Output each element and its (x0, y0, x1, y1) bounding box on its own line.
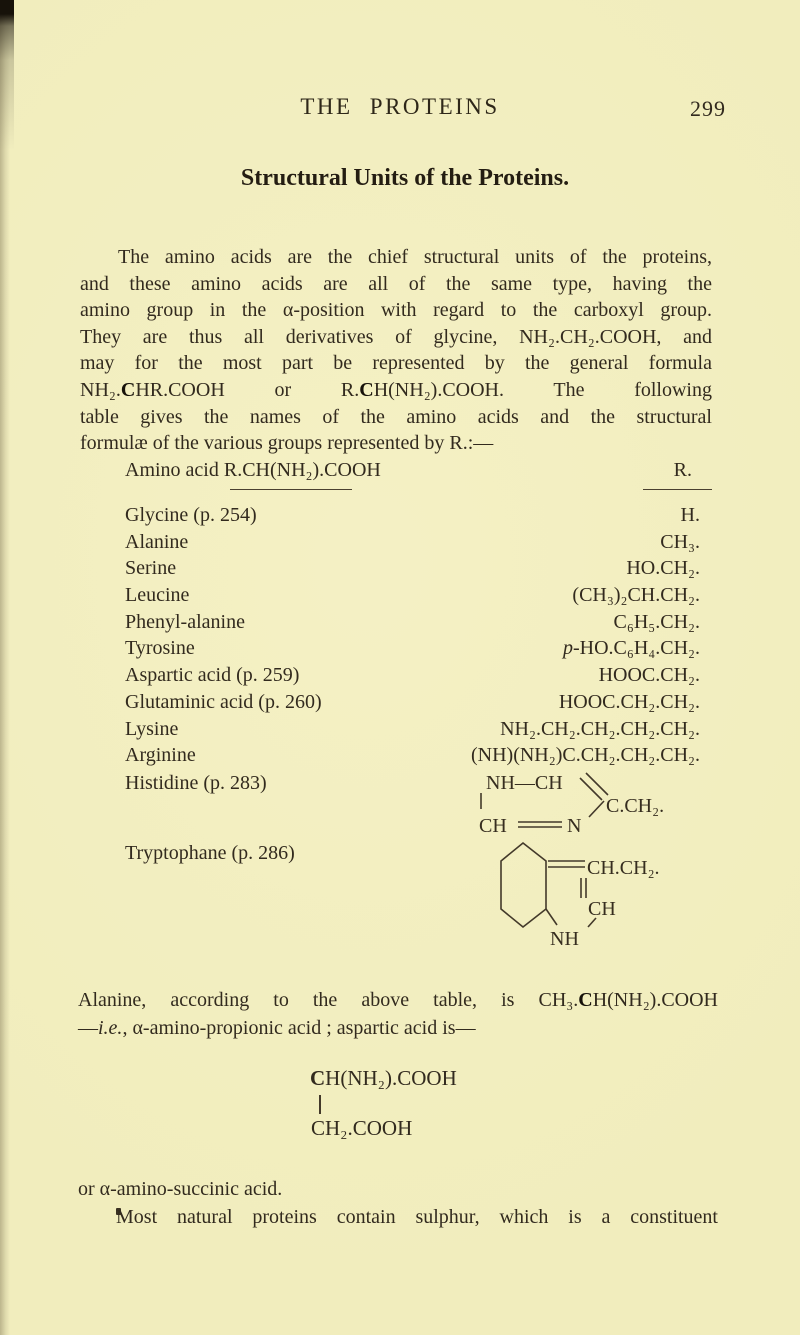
amino-acid-name-histidine: Histidine (p. 283) (125, 772, 267, 794)
bond-line (319, 1095, 321, 1114)
intro-line: The amino acids are the chief structural units of the proteins, (118, 246, 712, 268)
body-line: Alanine, according to the above table, is CH₃.CH(NH₂).COOH (78, 989, 718, 1011)
intro-line: formulæ of the various groups represented by R.:— (80, 432, 494, 455)
r-group-formula: HOOC.CH₂. (598, 664, 700, 687)
tryptophane-nh-label: NH (550, 928, 579, 950)
amino-acid-name: Leucine (125, 584, 190, 607)
bond-line (546, 909, 557, 925)
histidine-c-ch2-label: C.CH₂. (606, 795, 665, 817)
body-line: —i.e., α-amino-propionic acid ; aspartic acid is— (78, 1017, 476, 1039)
amino-acid-name: Serine (125, 557, 177, 580)
table-row (125, 689, 700, 716)
table-header-rule-left (230, 489, 352, 490)
intro-line: may for the most part be represented by the general formula (80, 352, 712, 375)
amino-acid-name: Glycine (p. 254) (125, 504, 257, 526)
amino-acid-name: Glutaminic acid (p. 260) (125, 690, 322, 713)
table-row (125, 716, 700, 743)
amino-acid-name: Aspartic acid (p. 259) (125, 664, 300, 687)
amino-acid-name-tryptophane: Tryptophane (p. 286) (125, 842, 295, 864)
histidine-nh-ch-label: NH—CH (486, 772, 563, 794)
table-header-row (125, 459, 700, 482)
running-header-title: THE PROTEINS (300, 94, 500, 119)
body-line: Most natural proteins contain sulphur, which is a constituent (116, 1206, 718, 1228)
r-group-formula: HO.CH₂. (626, 557, 700, 580)
amino-acid-name: Arginine (125, 744, 196, 767)
r-group-formula: (CH₃)₂CH.CH₂. (572, 584, 700, 607)
amino-acid-name: Tyrosine (125, 637, 195, 660)
histidine-n-label: N (567, 815, 582, 837)
bond-line (586, 773, 608, 795)
tryptophane-structure-diagram (495, 836, 710, 956)
table-col2-header: R. (673, 459, 692, 481)
aspartic-formula-bottom: CH₂.COOH (311, 1116, 413, 1140)
r-group-formula: NH₂.CH₂.CH₂.CH₂.CH₂. (500, 717, 700, 740)
table-row (125, 582, 700, 609)
histidine-ch-label: CH (479, 815, 507, 837)
table-row (125, 662, 700, 689)
table-row (125, 555, 700, 582)
amino-acid-name: Lysine (125, 717, 179, 740)
table-col1-header: Amino acid R.CH(NH₂).COOH (125, 459, 381, 481)
intro-line: They are thus all derivatives of glycine, NH₂.CH₂.COOH, and (80, 325, 712, 348)
table-row (125, 529, 700, 556)
bond-line (580, 778, 602, 800)
r-group-formula: HOOC.CH₂.CH₂. (558, 690, 700, 713)
intro-paragraph (80, 244, 712, 457)
r-group-formula: (NH)(NH₂)C.CH₂.CH₂.CH₂. (471, 744, 700, 767)
section-heading: Structural Units of the Proteins. (240, 165, 570, 191)
scan-corner-artifact (0, 0, 14, 150)
histidine-structure-diagram (470, 763, 710, 843)
amino-acid-name: Phenyl-alanine (125, 610, 245, 633)
r-group-formula: p-HO.C₆H₄.CH₂. (562, 637, 700, 660)
bond-line (589, 801, 604, 817)
table-header-rule-right (643, 489, 712, 490)
r-group-formula: C₆H₅.CH₂. (613, 610, 700, 633)
tryptophane-ch-label: CH (588, 898, 616, 920)
alanine-paragraph (78, 986, 718, 1042)
intro-line: table gives the names of the amino acids and the structural (80, 405, 712, 428)
page-left-edge-shadow (0, 0, 10, 1335)
aspartic-formula-top: CH(NH₂).COOH (310, 1066, 457, 1090)
body-line: or α-amino-succinic acid. (78, 1178, 283, 1200)
r-group-formula: CH₃. (660, 530, 700, 553)
amino-acid-table (125, 502, 700, 769)
closing-paragraph (78, 1175, 718, 1231)
table-row (125, 635, 700, 662)
intro-line: and these amino acids are all of the same type, having the (80, 272, 712, 295)
r-group-formula: H. (680, 504, 700, 526)
benzene-ring (501, 843, 546, 927)
intro-line: NH₂.CHR.COOH or R.CH(NH₂).COOH. The following (80, 378, 712, 401)
page-number: 299 (690, 96, 726, 121)
table-row (125, 609, 700, 636)
intro-line: amino group in the α-position with regard to the carboxyl group. (80, 299, 712, 322)
tryptophane-ch-ch2-label: CH.CH₂. (587, 857, 660, 879)
amino-acid-name: Alanine (125, 530, 189, 553)
table-row (125, 502, 700, 529)
